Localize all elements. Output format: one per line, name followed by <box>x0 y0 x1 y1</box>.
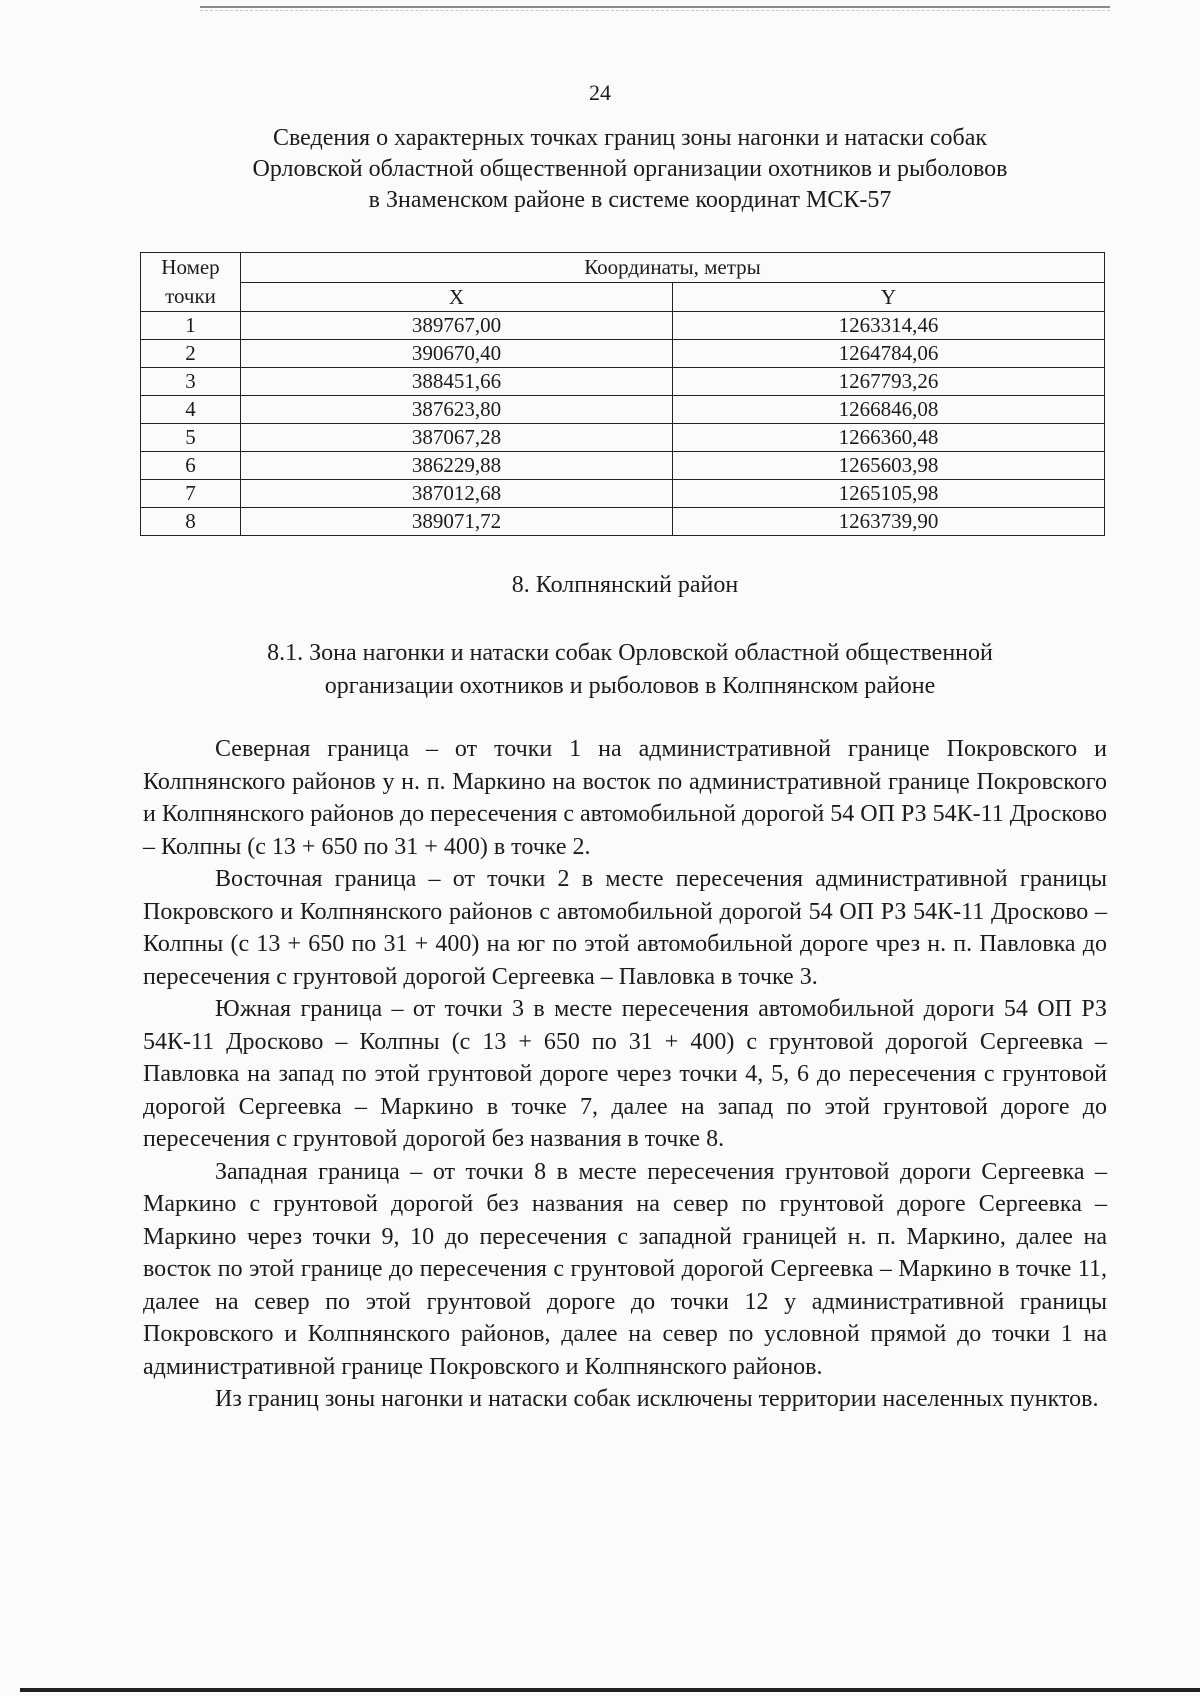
point-number-cell: 7 <box>141 480 241 508</box>
paragraph-south-boundary: Южная граница – от точки 3 в месте пересечения автомобильной дороги 54 ОП РЗ 54К-11 Дросково – Колпны (с 13 + 650 по 31 + 400) с грунтовой дорогой Сергеевка – Павловка на запад по этой грунтовой дороге через точки 4, 5, 6 до пересечения с грунтовой дорогой Сергеевка – Маркино в точке 7, далее на запад по этой грунтовой дороге до пересечения с грунтовой дорогой без названия в точке 8. <box>143 996 1107 1152</box>
paragraph-excluded-territories: Из границ зоны нагонки и натаски собак исключены территории населенных пунктов. <box>215 1386 1099 1412</box>
subsection-heading-line-1: 8.1. Зона нагонки и натаски собак Орловской областной общественной <box>267 640 993 666</box>
x-coordinate-cell: 389767,00 <box>241 312 673 340</box>
paragraph-north-boundary: Северная граница – от точки 1 на административной границе Покровского и Колпнянского районов у н. п. Маркино на восток по административной границе Покровского и Колпнянского районов до пересечения с автомобильной дорогой 54 ОП РЗ 54К-11 Дросково – Колпны (с 13 + 650 по 31 + 400) в точке 2. <box>143 736 1107 860</box>
y-coordinate-cell: 1266846,08 <box>673 396 1105 424</box>
point-number-cell: 1 <box>141 312 241 340</box>
header-point-number-top: Номер <box>141 253 241 283</box>
page-number: 24 <box>589 80 611 105</box>
y-coordinate-cell: 1264784,06 <box>673 340 1105 368</box>
header-coordinates: Координаты, метры <box>241 253 1105 283</box>
table-row <box>141 508 1105 536</box>
coordinates-rows <box>141 312 1105 536</box>
point-number-cell: 6 <box>141 452 241 480</box>
x-coordinate-cell: 387067,28 <box>241 424 673 452</box>
y-coordinate-cell: 1265603,98 <box>673 452 1105 480</box>
section-heading: 8. Колпнянский район <box>511 572 739 598</box>
document-title-line-1: Сведения о характерных точках границ зоны нагонки и натаски собак <box>272 125 988 151</box>
table-row <box>141 424 1105 452</box>
point-number-cell: 8 <box>141 508 241 536</box>
body-text <box>143 733 1107 1416</box>
document-title <box>130 123 1130 216</box>
y-coordinate-cell: 1265105,98 <box>673 480 1105 508</box>
table-row <box>141 452 1105 480</box>
paragraph-east-boundary: Восточная граница – от точки 2 в месте пересечения административной границы Покровского и Колпнянского районов с автомобильной дорогой 54 ОП РЗ 54К-11 Дросково – Колпны (с 13 + 650 по 31 + 400) на юг по этой автомобильной дороге чрез н. п. Павловка до пересечения с грунтовой дорогой Сергеевка – Павловка в точке 3. <box>143 866 1107 990</box>
document-title-line-2: Орловской областной общественной организации охотников и рыболовов <box>252 156 1008 182</box>
x-coordinate-cell: 387623,80 <box>241 396 673 424</box>
coordinates-table <box>140 252 1105 536</box>
point-number-cell: 4 <box>141 396 241 424</box>
table-row <box>141 396 1105 424</box>
y-coordinate-cell: 1266360,48 <box>673 424 1105 452</box>
subsection-heading <box>130 637 1130 703</box>
header-point-number-bottom: точки <box>141 283 241 312</box>
header-x: X <box>241 283 673 312</box>
x-coordinate-cell: 387012,68 <box>241 480 673 508</box>
header-y: Y <box>673 283 1105 312</box>
point-number-cell: 2 <box>141 340 241 368</box>
subsection-heading-line-2: организации охотников и рыболовов в Колпнянском районе <box>324 673 936 699</box>
bottom-border-line <box>20 1688 1200 1692</box>
table-row <box>141 368 1105 396</box>
y-coordinate-cell: 1267793,26 <box>673 368 1105 396</box>
top-border-line <box>200 6 1110 8</box>
x-coordinate-cell: 386229,88 <box>241 452 673 480</box>
y-coordinate-cell: 1263739,90 <box>673 508 1105 536</box>
table-row <box>141 340 1105 368</box>
document-title-line-3: в Знаменском районе в системе координат МСК-57 <box>368 187 892 213</box>
point-number-cell: 3 <box>141 368 241 396</box>
x-coordinate-cell: 390670,40 <box>241 340 673 368</box>
point-number-cell: 5 <box>141 424 241 452</box>
top-border-dash <box>200 10 1110 11</box>
table-row <box>141 312 1105 340</box>
x-coordinate-cell: 388451,66 <box>241 368 673 396</box>
y-coordinate-cell: 1263314,46 <box>673 312 1105 340</box>
x-coordinate-cell: 389071,72 <box>241 508 673 536</box>
table-row <box>141 480 1105 508</box>
paragraph-west-boundary: Западная граница – от точки 8 в месте пересечения грунтовой дороги Сергеевка – Маркино с грунтовой дорогой без названия на север по грунтовой дороге Сергеевка – Маркино через точки 9, 10 до пересечения с западной границей н. п. Маркино, далее на восток по этой границе до пересечения с грунтовой дорогой Сергеевка – Маркино в точке 11, далее на север по этой грунтовой дороге до точки 12 у административной границы Покровского и Колпнянского районов, далее на север по условной прямой до точки 1 на административной границе Покровского и Колпнянского районов. <box>143 1158 1107 1380</box>
